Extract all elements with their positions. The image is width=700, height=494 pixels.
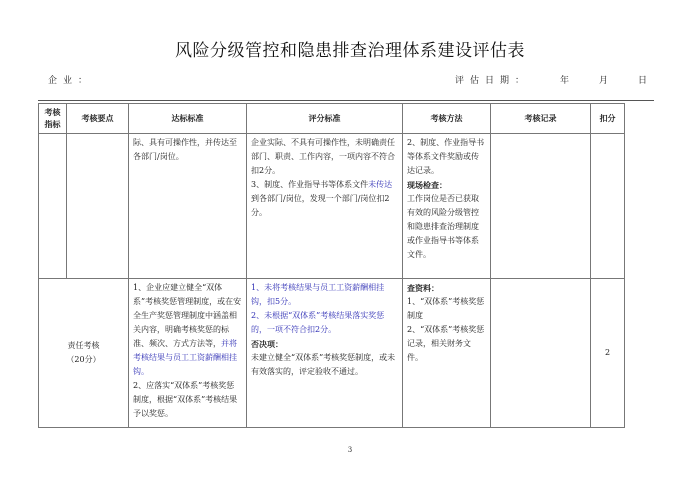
header-indicator: 考核指标 <box>39 104 67 134</box>
method-text: 2、制度、作业指导书等体系文件奖励或传达记录。 <box>407 138 485 175</box>
company-label: 企业： <box>48 76 94 86</box>
cell-deduct <box>591 134 625 279</box>
header-divider <box>38 100 654 101</box>
cell-deduct: 2 <box>591 279 625 428</box>
table-header-row <box>39 104 625 134</box>
highlight-text: 并将考核结果与员工工资薪酬相挂钩。 <box>133 339 237 376</box>
evaluation-table <box>38 103 625 428</box>
header-deduct: 扣分 <box>591 104 625 134</box>
cell-indicator <box>39 134 67 279</box>
method-heading: 查资料： <box>407 283 439 293</box>
veto-text: 未建立健全“双体系”考核奖惩制度，或未有效落实的，评定验收不通过。 <box>251 353 396 376</box>
method-text: 工作岗位是否已获取有效的风险分级管控和隐患排查治理制度或作业指导书等体系文件。 <box>407 194 479 259</box>
cell-standard: 1、企业应建立健全“双体系”考核奖惩管理制度，或在安全生产奖惩管理制度中涵盖相关内容，明确考核奖惩的标准、频次、方式方法等，并将考核结果与员工工资薪酬相挂钩。 2、应落实“双体系”考核奖惩制度，根据“双体系”考核结果予以奖惩。 <box>129 279 247 428</box>
day-label: 日 <box>638 76 648 86</box>
cell-record <box>491 279 591 428</box>
document-title: 风险分级管控和隐患排查治理体系建设评估表 <box>175 41 525 61</box>
month-label: 月 <box>599 76 609 86</box>
scoring-item-3: 3、制度、作业指导书等体系文件未传达到各部门/岗位，发现一个部门/岗位扣2分。 <box>251 180 393 217</box>
year-label: 年 <box>560 76 570 86</box>
table-row <box>39 134 625 279</box>
cell-scoring <box>247 134 403 279</box>
indicator-score: （20分） <box>66 355 101 364</box>
scoring-item-2: 2、未根据“双体系”考核结果落实奖惩的，一项不符合扣2分。 <box>251 311 385 334</box>
cell-method <box>403 134 491 279</box>
scoring-item-1: 1、未将考核结果与员工工资薪酬相挂钩，扣5分。 <box>251 283 385 306</box>
cell-scoring <box>247 279 403 428</box>
cell-point <box>67 134 129 279</box>
cell-standard: 际、具有可操作性，并传达至各部门/岗位。 <box>129 134 247 279</box>
indicator-name: 责任考核 <box>67 341 100 350</box>
company-field <box>48 73 93 86</box>
header-method: 考核方法 <box>403 104 491 134</box>
cell-method <box>403 279 491 428</box>
highlight-text: 未传达 <box>368 180 393 189</box>
cell-indicator <box>39 279 129 428</box>
date-label: 评估日期： <box>455 76 531 86</box>
evaluation-date-field <box>455 73 647 86</box>
scoring-text: 企业实际、不具有可操作性，未明确责任部门、职责、工作内容，一项内容不符合扣2分。 <box>251 138 395 175</box>
header-standard: 达标标准 <box>129 104 247 134</box>
page-number: 3 <box>347 446 353 454</box>
table-row <box>39 279 625 428</box>
header-point: 考核要点 <box>67 104 129 134</box>
method-heading: 现场检查： <box>407 180 447 190</box>
veto-heading: 否决项： <box>251 339 283 349</box>
header-scoring: 评分标准 <box>247 104 403 134</box>
method-item-1: 1、“双体系”考核奖惩制度 <box>407 297 485 320</box>
header-record: 考核记录 <box>491 104 591 134</box>
cell-record <box>491 134 591 279</box>
method-item-2: 2、“双体系”考核奖惩记录，相关财务文件。 <box>407 325 485 362</box>
